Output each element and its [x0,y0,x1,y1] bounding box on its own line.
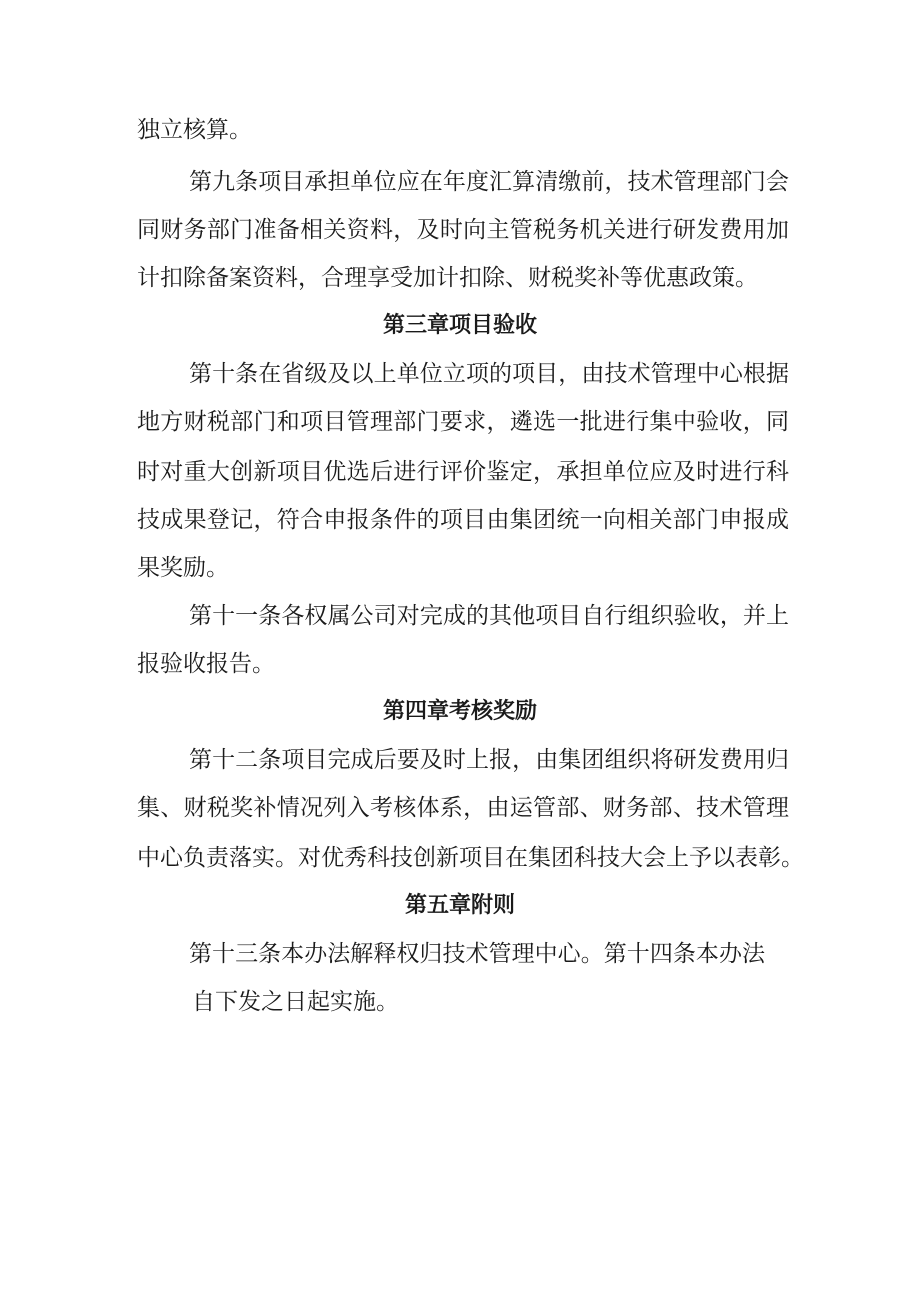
article-9-line-2: 同财务部门准备相关资料，及时向主管税务机关进行研发费用加 [137,217,789,243]
article-9-line-3: 计扣除备案资料，合理享受加计扣除、财税奖补等优惠政策。 [137,265,758,291]
article-10-line-1: 第十条在省级及以上单位立项的项目，由技术管理中心根据 [189,361,789,387]
chapter-4-heading: 第四章考核奖励 [382,699,537,724]
article-10-line-2: 地方财税部门和项目管理部门要求，遴选一批进行集中验收，同 [137,409,789,435]
article-10-line-4: 技成果登记，符合申报条件的项目由集团统一向相关部门申报成 [137,507,789,533]
article-12-line-1: 第十二条项目完成后要及时上报，由集团组织将研发费用归 [189,747,789,773]
article-11-line-2: 报验收报告。 [137,651,275,677]
article-12-line-3: 中心负责落实。对优秀科技创新项目在集团科技大会上予以表彰。 [137,845,804,871]
article-13-14-line-1: 第十三条本办法解释权归技术管理中心。第十四条本办法 [189,941,765,967]
article-13-14-line-2: 自下发之日起实施。 [192,989,399,1015]
article-12-line-2: 集、财税奖补情况列入考核体系，由运管部、财务部、技术管理 [137,795,789,821]
article-9-line-1: 第九条项目承担单位应在年度汇算清缴前，技术管理部门会 [189,169,789,195]
article-10-line-5: 果奖励。 [137,555,229,581]
chapter-3-heading: 第三章项目验收 [382,313,537,338]
chapter-5-heading: 第五章附则 [404,893,515,918]
paragraph-line: 独立核算。 [137,117,252,143]
article-11-line-1: 第十一条各权属公司对完成的其他项目自行组织验收，并上 [189,603,789,629]
article-10-line-3: 时对重大创新项目优选后进行评价鉴定，承担单位应及时进行科 [137,459,789,485]
